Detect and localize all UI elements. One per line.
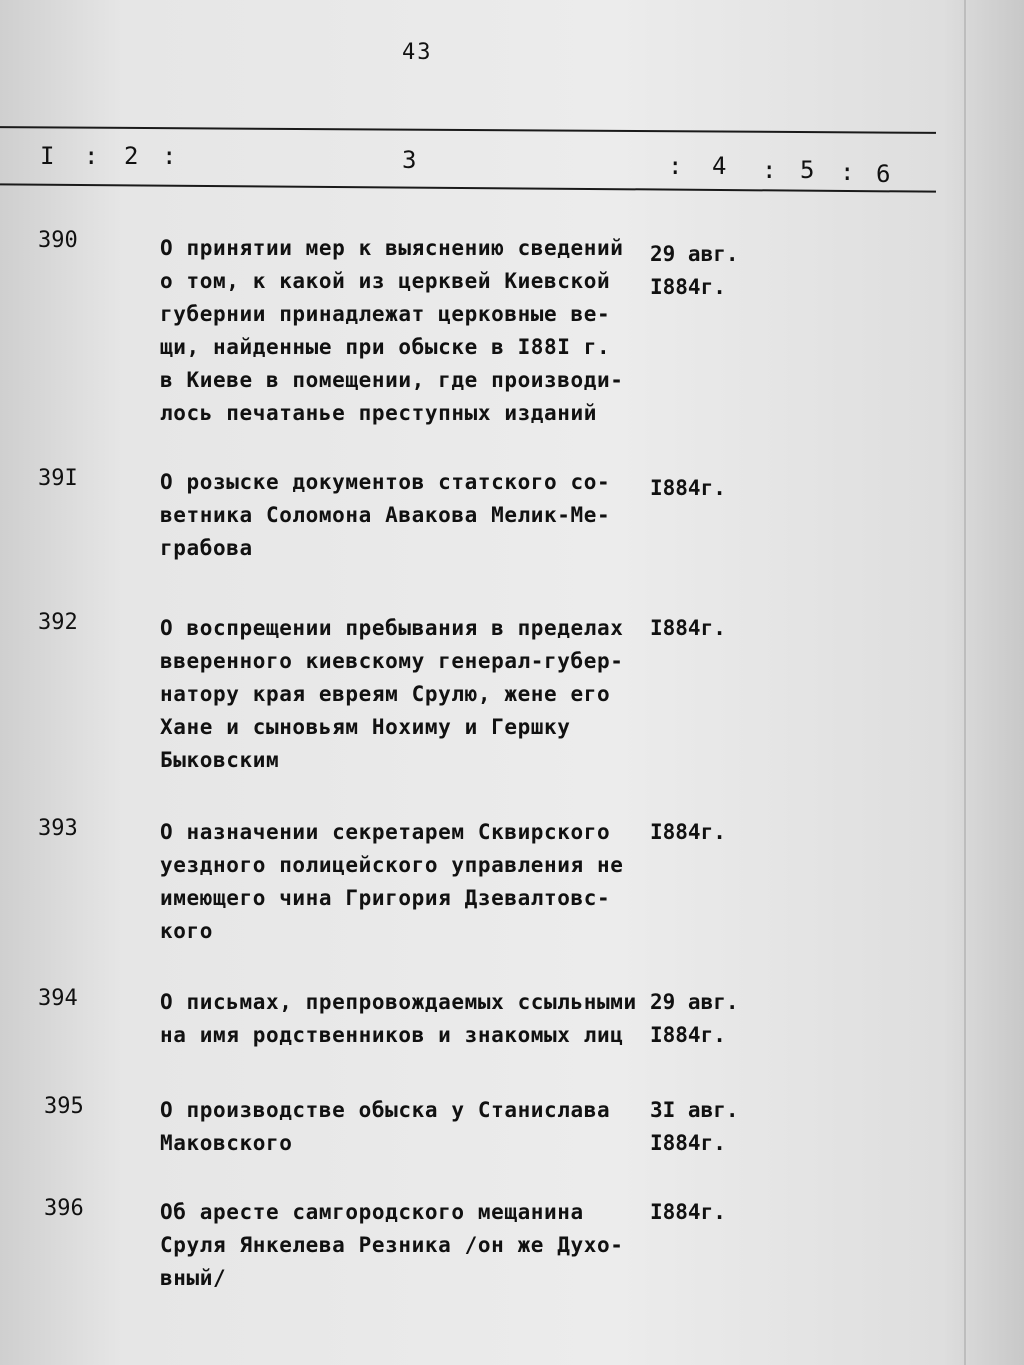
entry-description: О розыске документов статского со- ветника Соломона Авакова Мелик-Ме- грабова [160, 470, 611, 560]
column-header-6: 6 [876, 160, 893, 188]
column-header-4: 4 [712, 152, 729, 180]
page-edge [964, 0, 966, 1365]
entry-date: 3I авг. I884г. [650, 1098, 739, 1155]
table-top-rule [0, 126, 936, 134]
entry-date: I884г. [650, 1200, 726, 1224]
column-separator: : [762, 156, 779, 184]
entry-number: 393 [38, 816, 78, 841]
entry-description: Об аресте самгородского мещанина Сруля Янкелева Резника /он же Духо- вный/ [160, 1200, 624, 1290]
entry-date: 29 авг. I884г. [650, 242, 739, 299]
column-separator: : [840, 158, 857, 186]
entry-number: 395 [44, 1094, 84, 1119]
column-separator: : [84, 142, 101, 170]
entry-date: I884г. [650, 820, 726, 844]
entry-number: 39I [38, 466, 78, 491]
column-separator: : [668, 152, 685, 180]
column-header-5: 5 [800, 156, 817, 184]
entry-description: О принятии мер к выяснению сведений о том, к какой из церквей Киевской губернии принадлежат церковные ве- щи, найденные при обыске в I88I г. в Киеве в помещении, где производи- лось печатанье преступных изданий [160, 236, 624, 425]
entry-date: I884г. [650, 616, 726, 640]
entry-number: 390 [38, 228, 78, 253]
table-header-rule [0, 183, 936, 192]
entry-number: 394 [38, 986, 78, 1011]
column-header-3: 3 [402, 146, 419, 174]
entry-number: 396 [44, 1196, 84, 1221]
entry-date: I884г. [650, 476, 726, 500]
page-number: 43 [402, 40, 433, 65]
entry-description: О воспрещении пребывания в пределах вверенного киевскому генерал-губер- натору края евреям Срулю, жене его Хане и сыновьям Нохиму и Гершку Быковским [160, 616, 624, 772]
column-header-1: I [40, 142, 57, 170]
entry-number: 392 [38, 610, 78, 635]
entry-description: О производстве обыска у Станислава Маковского [160, 1098, 611, 1155]
entry-description: О назначении секретарем Сквирского уездного полицейского управления не имеющего чина Григория Дзевалтовс- кого [160, 820, 624, 943]
column-header-2: 2 [124, 142, 141, 170]
entry-date: 29 авг. I884г. [650, 990, 739, 1047]
entry-description: О письмах, препровождаемых ссыльными на имя родственников и знакомых лиц [160, 990, 637, 1047]
column-separator: : [162, 142, 179, 170]
